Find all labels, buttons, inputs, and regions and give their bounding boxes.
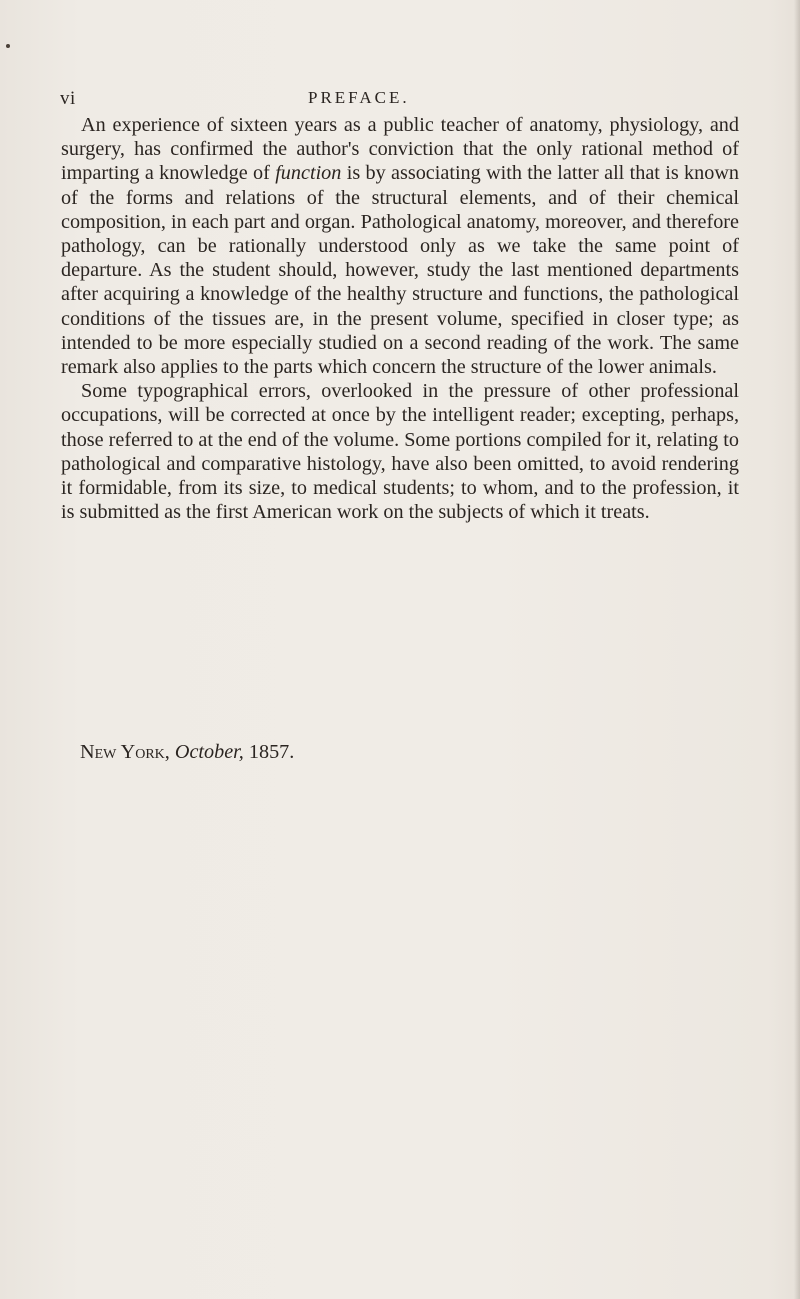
running-head: PREFACE. [308, 88, 410, 107]
paragraph-1-text-end: is by associating with the latter all that is known of the forms and relations of the structural elements, and of their chemical composition, in each part and organ. Pathological anatomy, moreover, and therefore pathology, can be rationally understood only as we take the same point of departure. As the student should, however, study the last mentioned departments after acquiring a knowledge of the healthy structure and functions, the pathological conditions of the tissues are, in the present volume, specified in closer type; as intended to be more especially studied on a second reading of the work. The same remark also applies to the parts which concern the structure of the lower animals. [61, 162, 739, 379]
page-header [60, 88, 740, 112]
ink-speck [6, 44, 10, 48]
preface-body [61, 113, 739, 524]
dateline-year: 1857. [248, 741, 295, 763]
emphasis-function: function [275, 162, 342, 185]
dateline [80, 740, 294, 764]
page-edge-shadow [794, 0, 800, 1299]
dateline-place: New York, [80, 741, 170, 763]
paragraph-1 [61, 113, 739, 379]
paragraph-1-text-start: An experience of sixteen years as a public teacher of anatomy, physiology, and surgery, has confirmed the author's conviction that the only rational method of imparting a knowledge of [61, 114, 739, 185]
paragraph-2: Some typographical errors, overlooked in the pressure of other professional occupations, will be corrected at once by the intelligent reader; excepting, perhaps, those referred to at the end of the volume. Some portions compiled for it, relating to pathological and comparative histology, have also been omitted, to avoid rendering it formidable, from its size, to medical students; to whom, and to the profession, it is submitted as the first American work on the subjects of which it treats. [61, 380, 739, 524]
dateline-date: October, [174, 741, 244, 763]
page-number: vi [60, 88, 76, 109]
